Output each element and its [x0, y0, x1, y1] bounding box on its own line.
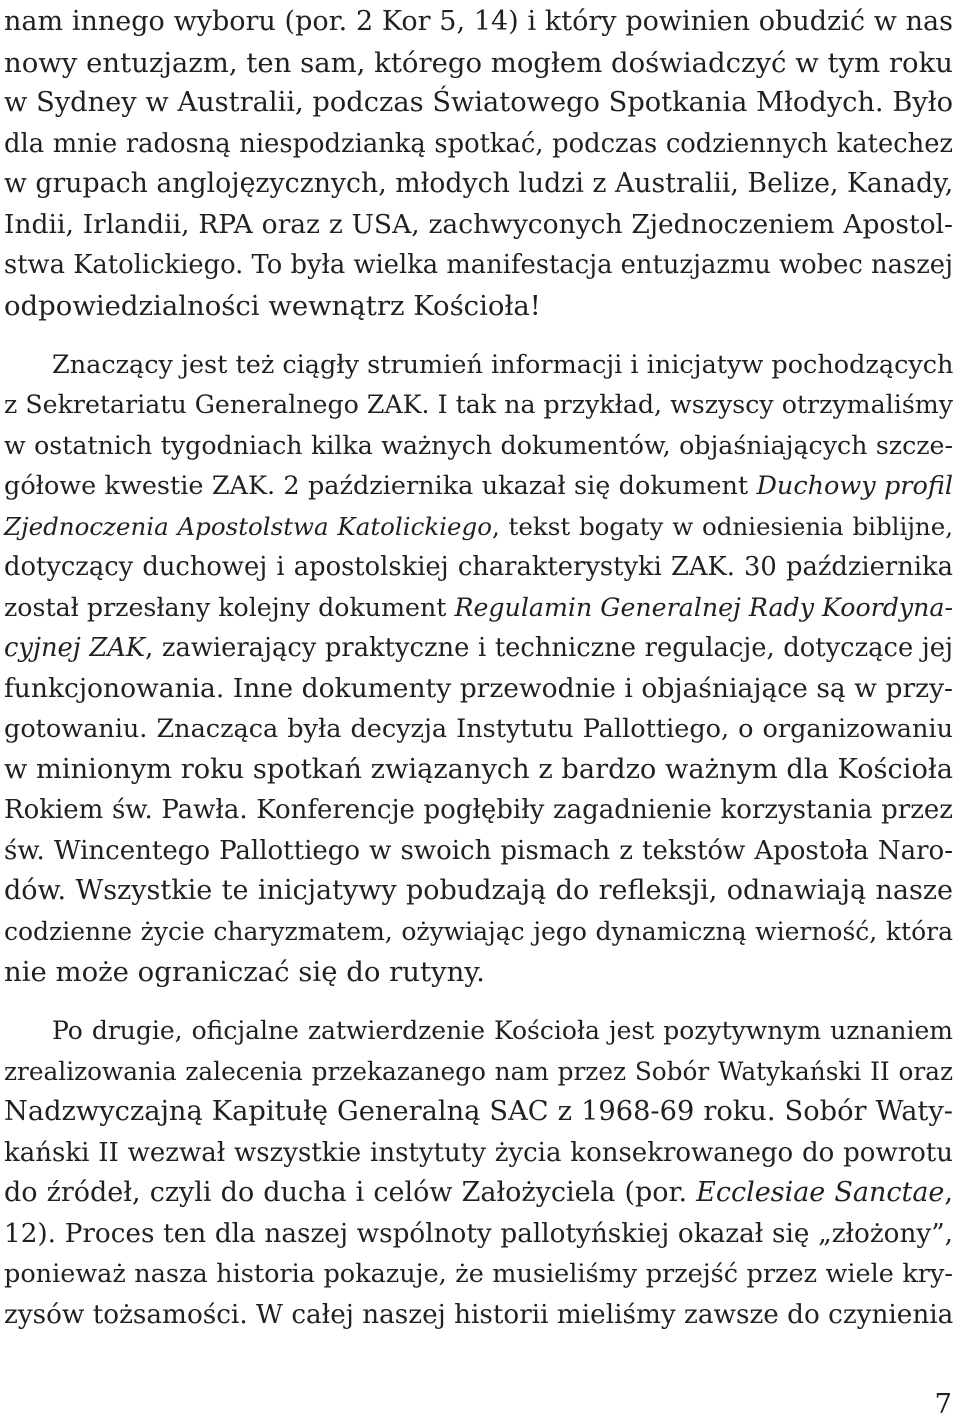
text-run: funkcjonowania. Inne dokumenty przewodnie i objaśniające są w przy- [4, 672, 953, 704]
text-line [4, 790, 953, 830]
text-run: Indii, Irlandii, RPA oraz z USA, zachwyconych Zjednoczeniem Apostol- [4, 208, 953, 240]
text-line [4, 1092, 953, 1132]
text-run: kański II wezwał wszystkie instytuty życia konsekrowanego do powrotu [4, 1137, 953, 1168]
text-run: zysów tożsamości. W całej naszej historii mieliśmy zawsze do czynienia [4, 1299, 954, 1330]
text-run: nie może ograniczać się do rutyny. [4, 956, 485, 988]
text-run: Rokiem św. Pawła. Konferencje pogłębiły zagadnienie korzystania przez [4, 795, 953, 825]
text-line [4, 2, 953, 42]
page-number: 7 [934, 1388, 952, 1420]
text-line [4, 164, 953, 204]
text-run: Po drugie, oficjalne zatwierdzenie Kościoła jest pozytywnym uznaniem [52, 1016, 953, 1045]
text-run: zrealizowania zalecenia przekazanego nam przez Sobór Watykański II oraz [4, 1056, 953, 1086]
text-line [4, 507, 953, 547]
text-line [4, 205, 953, 245]
text-line [4, 426, 953, 466]
text-run: , [944, 1177, 954, 1208]
text-run: w Sydney w Australii, podczas Światowego Spotkania Młodych. Było [4, 87, 953, 118]
text-line [4, 245, 953, 285]
text-run: gółowe kwestie ZAK. 2 października ukazał się dokument [4, 471, 757, 501]
text-run: nowy entuzjazm, ten sam, którego mogłem doświadczyć w tym roku [4, 46, 953, 79]
text-line [4, 750, 953, 790]
text-run: codzienne życie charyzmatem, ożywiając jego dynamiczną wierność, która [4, 916, 953, 946]
document-title: Duchowy profil [756, 471, 953, 501]
text-run: dotyczący duchowej i apostolskiej charakterystyki ZAK. 30 października [4, 552, 953, 582]
text-run: został przesłany kolejny dokument [4, 592, 455, 622]
text-run: Znaczący jest też ciągły strumień informacji i inicjatyw pochodzących [52, 349, 954, 380]
text-line [4, 1254, 953, 1294]
text-run: dla mnie radosną niespodzianką spotkać, podczas codziennych katechez [4, 128, 953, 159]
document-title: cyjnej ZAK [4, 633, 146, 663]
document-title: Ecclesiae Sanctae [696, 1177, 945, 1208]
text-run: , zawierający praktyczne i techniczne regulacje, dotyczące jej [145, 633, 954, 663]
text-run: dów. Wszystkie te inicjatywy pobudzają do refleksji, odnawiają nasze [4, 875, 953, 906]
text-line [52, 1011, 953, 1051]
text-run: w grupach anglojęzycznych, młodych ludzi z Australii, Belize, Kanady, [4, 168, 954, 199]
text-run: stwa Katolickiego. To była wielka manifestacja entuzjazmu wobec naszej [4, 250, 953, 280]
text-line [52, 345, 953, 385]
text-run: Nadzwyczajną Kapitułę Generalną SAC z 1968-69 roku. Sobór Waty- [4, 1096, 953, 1127]
text-line [4, 385, 953, 425]
text-line [4, 124, 953, 164]
text-line [4, 1133, 953, 1173]
text-line [4, 912, 953, 952]
text-run: w minionym roku spotkań związanych z bardzo ważnym dla Kościoła [4, 753, 953, 785]
text-run: w ostatnich tygodniach kilka ważnych dokumentów, objaśniających szcze- [4, 430, 953, 460]
text-run: ponieważ nasza historia pokazuje, że musieliśmy przejść przez wiele kry- [4, 1259, 953, 1289]
text-run: do źródeł, czyli do ducha i celów Założyciela (por. [4, 1177, 697, 1208]
text-line [4, 952, 953, 992]
text-line [4, 1295, 953, 1335]
text-run: gotowaniu. Znacząca była decyzja Instytutu Pallottiego, o organizowaniu [4, 714, 953, 744]
text-line [4, 1214, 953, 1254]
text-line [4, 669, 953, 709]
text-line [4, 1173, 953, 1213]
text-line [4, 83, 953, 123]
text-run: św. Wincentego Pallottiego w swoich pismach z tekstów Apostoła Naro- [4, 835, 953, 866]
text-line [4, 588, 953, 628]
text-line [4, 1052, 953, 1092]
text-line [4, 831, 953, 871]
document-title: Regulamin Generalnej Rady Koordyna- [454, 592, 953, 622]
text-run: odpowiedzialności wewnątrz Kościoła! [4, 289, 541, 322]
text-line [4, 871, 953, 911]
text-run: , tekst bogaty w odniesienia biblijne, [491, 511, 953, 541]
text-line [4, 466, 953, 506]
text-run: nam innego wyboru (por. 2 Kor 5, 14) i który powinien obudzić w nas [4, 6, 953, 37]
document-title: Zjednoczenia Apostolstwa Katolickiego [4, 511, 492, 541]
text-line [4, 628, 953, 668]
text-line [4, 709, 953, 749]
text-line [4, 43, 953, 83]
text-line [4, 547, 953, 587]
text-line [4, 286, 953, 326]
text-run: z Sekretariatu Generalnego ZAK. I tak na przykład, wszyscy otrzymaliśmy [4, 390, 953, 419]
text-run: 12). Proces ten dla naszej wspólnoty pallotyńskiej okazał się „złożony”, [4, 1218, 953, 1249]
